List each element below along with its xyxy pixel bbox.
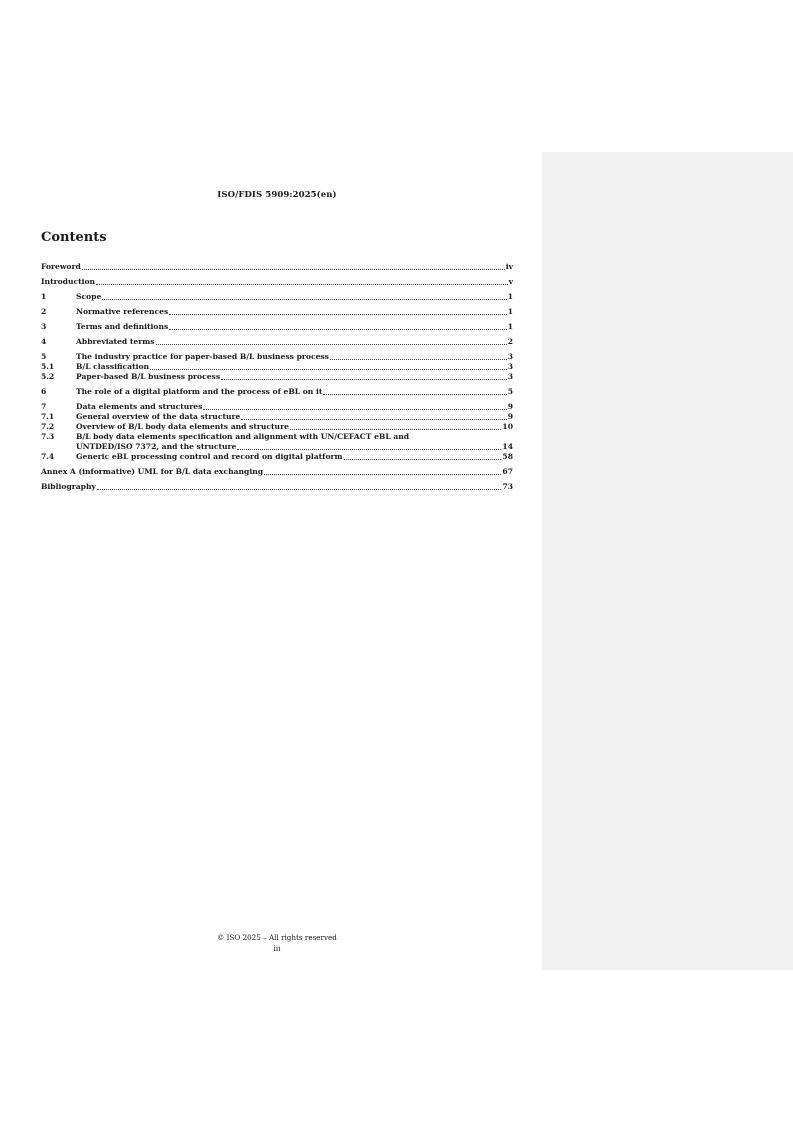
- toc-entry-page: 5: [507, 387, 513, 396]
- toc-entry-number: 7.4: [41, 452, 55, 461]
- toc-entry[interactable]: [41, 307, 513, 317]
- toc-leader-dots: [102, 299, 506, 300]
- toc-entry-page: 1: [507, 292, 513, 301]
- toc-entry-number: 5.2: [41, 372, 55, 381]
- toc-entry-title: General overview of the data structure: [76, 412, 241, 421]
- toc-entry-number: 7: [41, 402, 47, 411]
- toc-entry-title: Abbreviated terms: [76, 337, 155, 346]
- toc-entry-title: Introduction: [41, 277, 96, 286]
- toc-entry-number: 1: [41, 292, 47, 301]
- toc-leader-dots: [96, 284, 507, 285]
- toc-entry-page: iv: [505, 262, 513, 271]
- toc-entry-title: B/L body data elements specification and alignment with UN/CEFACT eBL and: [76, 432, 410, 441]
- toc-entry-page: 67: [502, 467, 513, 476]
- toc-entry-number: 4: [41, 337, 47, 346]
- toc-entry[interactable]: [41, 452, 513, 462]
- toc-entry[interactable]: [41, 322, 513, 332]
- toc-entry-page: v: [508, 277, 513, 286]
- toc-entry-title: B/L classification: [76, 362, 150, 371]
- toc-entry[interactable]: [41, 262, 513, 272]
- toc-entry-title: Scope: [76, 292, 102, 301]
- toc-entry[interactable]: [41, 352, 513, 362]
- toc-entry[interactable]: [41, 362, 513, 372]
- toc-entry[interactable]: [41, 467, 513, 477]
- toc-leader-dots: [241, 419, 506, 420]
- toc-entry-page: 3: [507, 362, 513, 371]
- page-number: iii: [273, 944, 281, 953]
- toc-leader-dots: [150, 369, 507, 370]
- toc-entry-page: 1: [507, 307, 513, 316]
- toc-leader-dots: [344, 459, 502, 460]
- toc-entry-number: 2: [41, 307, 47, 316]
- document-header: ISO/FDIS 5909:2025(en): [217, 190, 337, 200]
- toc-entry[interactable]: [41, 402, 513, 412]
- toc-leader-dots: [169, 314, 506, 315]
- toc-leader-dots: [221, 379, 507, 380]
- toc-entry-page: 9: [507, 402, 513, 411]
- toc-entry-page: 58: [502, 452, 513, 461]
- toc-leader-dots: [323, 394, 506, 395]
- toc-entry-page: 14: [502, 442, 513, 451]
- toc-entry[interactable]: [41, 387, 513, 397]
- toc-entry-number: 7.2: [41, 422, 55, 431]
- toc-entry-number: 5: [41, 352, 47, 361]
- copyright-notice: © ISO 2025 – All rights reserved: [217, 933, 337, 942]
- toc-entry-title: Overview of B/L body data elements and structure: [76, 422, 289, 431]
- toc-leader-dots: [264, 474, 501, 475]
- toc-leader-dots: [82, 269, 505, 270]
- toc-entry-title: The industry practice for paper-based B/L business process: [76, 352, 329, 361]
- toc-leader-dots: [203, 409, 506, 410]
- toc-entry-title: Bibliography: [41, 482, 96, 491]
- table-of-contents: [41, 262, 513, 492]
- toc-leader-dots: [97, 489, 502, 490]
- toc-entry-title-continued: UNTDED/ISO 7372, and the structure: [76, 442, 237, 451]
- toc-entry-page: 3: [507, 372, 513, 381]
- toc-entry[interactable]: [41, 292, 513, 302]
- toc-entry-title: Foreword: [41, 262, 81, 271]
- toc-entry-title: Normative references: [76, 307, 169, 316]
- toc-entry-title: Annex A (informative) UML for B/L data exchanging: [41, 467, 264, 476]
- toc-entry[interactable]: [41, 422, 513, 432]
- toc-leader-dots: [169, 329, 506, 330]
- toc-leader-dots: [290, 429, 502, 430]
- toc-entry-number: 3: [41, 322, 47, 331]
- toc-entry[interactable]: [41, 412, 513, 422]
- toc-entry-number: 7.3: [41, 432, 55, 441]
- toc-entry[interactable]: [41, 482, 513, 492]
- contents-title: Contents: [41, 230, 107, 245]
- toc-leader-dots: [330, 359, 507, 360]
- toc-entry-page: 2: [507, 337, 513, 346]
- toc-entry-page: 1: [507, 322, 513, 331]
- toc-entry-number: 5.1: [41, 362, 55, 371]
- toc-entry-title: Data elements and structures: [76, 402, 203, 411]
- toc-entry-page: 10: [502, 422, 513, 431]
- toc-entry-title: Paper-based B/L business process: [76, 372, 221, 381]
- toc-entry-page: 3: [507, 352, 513, 361]
- toc-entry-page: 9: [507, 412, 513, 421]
- toc-entry[interactable]: [41, 432, 513, 452]
- toc-entry[interactable]: [41, 277, 513, 287]
- toc-entry-number: 6: [41, 387, 47, 396]
- toc-entry[interactable]: [41, 337, 513, 347]
- toc-entry-title: Terms and definitions: [76, 322, 169, 331]
- toc-leader-dots: [156, 344, 507, 345]
- comment-pane: [542, 152, 793, 970]
- toc-entry[interactable]: [41, 372, 513, 382]
- toc-entry-page: 73: [502, 482, 513, 491]
- page-footer: [41, 932, 513, 954]
- toc-leader-dots: [237, 449, 501, 450]
- toc-entry-title: Generic eBL processing control and record on digital platform: [76, 452, 343, 461]
- toc-entry-title: The role of a digital platform and the process of eBL on it: [76, 387, 323, 396]
- toc-entry-number: 7.1: [41, 412, 55, 421]
